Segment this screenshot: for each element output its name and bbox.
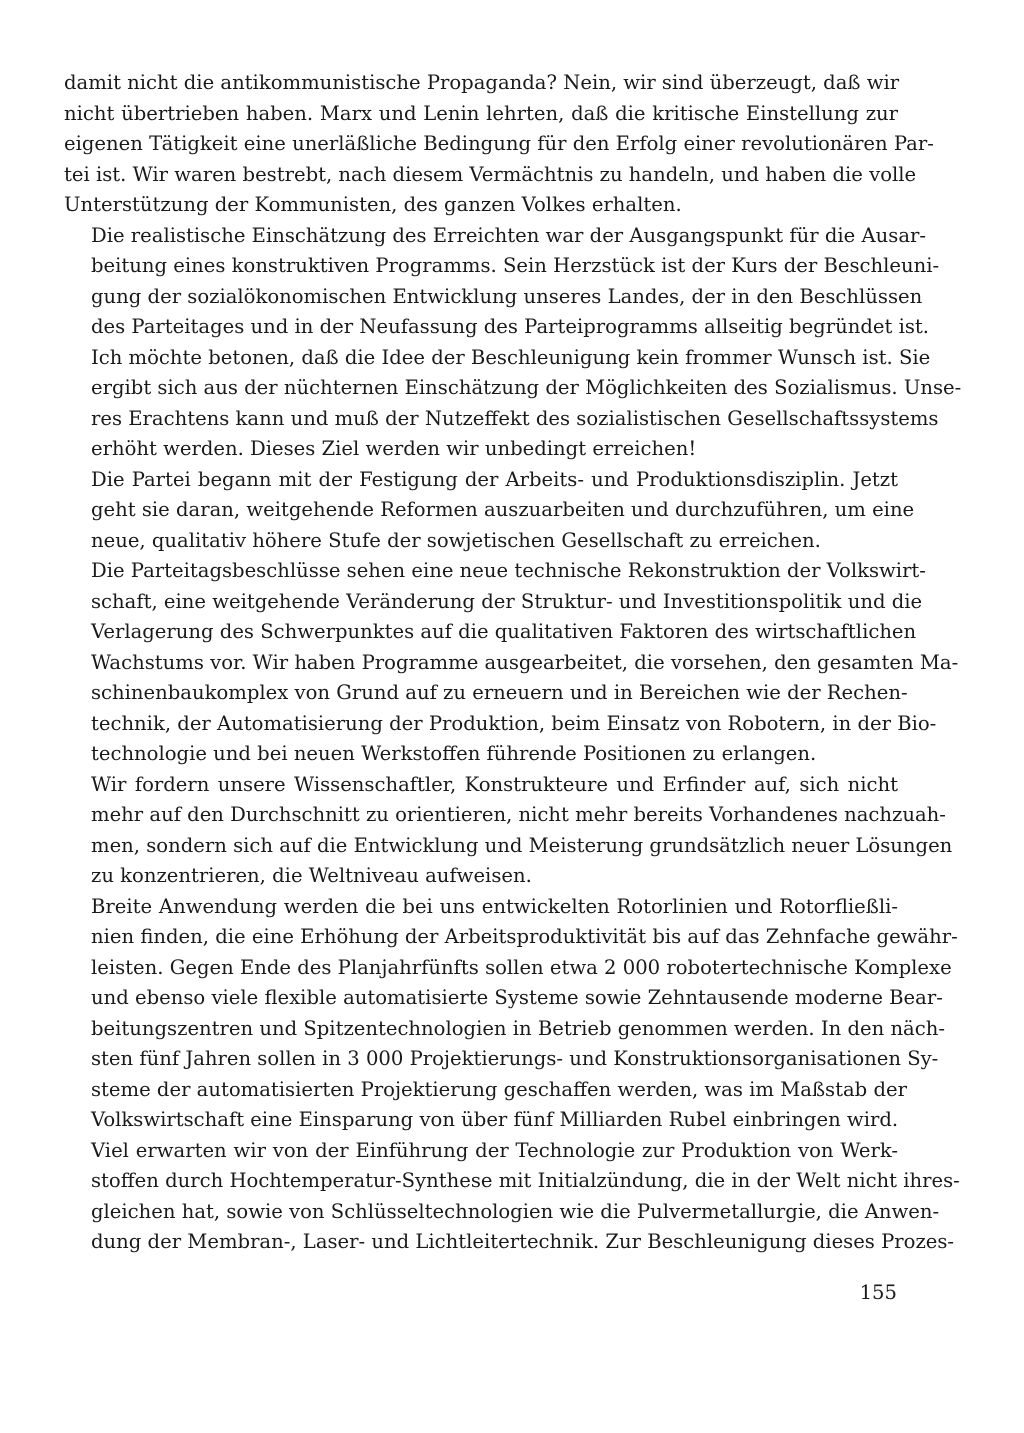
text-line: Verlagerung des Schwerpunktes auf die qualitativen Faktoren des wirtschaftlichen <box>91 620 917 643</box>
text-line: nicht übertrieben haben. Marx und Lenin lehrten, daß die kritische Einstellung zur <box>64 101 898 125</box>
text-line: erhöht werden. Dieses Ziel werden wir unbedingt erreichen! <box>91 437 697 460</box>
text-line: Die realistische Einschätzung des Erreichten war der Ausgangspunkt für die Ausar- <box>91 223 926 247</box>
text-line: Die Parteitagsbeschlüsse sehen eine neue technische Rekonstruktion der Volkswirt- <box>91 559 926 582</box>
text-line: und ebenso viele flexible automatisierte Systeme sowie Zehntausende moderne Bear- <box>91 986 943 1009</box>
text-line: schinenbaukomplex von Grund auf zu erneuern und in Bereichen wie der Rechen- <box>91 681 908 704</box>
text-line: ergibt sich aus der nüchternen Einschätzung der Möglichkeiten des Sozialismus. Unse- <box>91 376 962 399</box>
text-line: zu konzentrieren, die Weltniveau aufweisen. <box>91 864 532 887</box>
paragraph-3 <box>64 343 962 465</box>
text-line: Breite Anwendung werden die bei uns entwickelten Rotorlinien und Rotorfließli- <box>91 894 898 918</box>
text-line: steme der automatisierten Projektierung geschaffen werden, was im Maßstab der <box>91 1077 907 1101</box>
paragraph-2 <box>64 221 940 343</box>
text-line: schaft, eine weitgehende Veränderung der Struktur- und Investitionspolitik und die <box>91 589 923 613</box>
text-line: eigenen Tätigkeit eine unerläßliche Bedingung für den Erfolg einer revolutionären Par- <box>64 132 934 155</box>
text-line: Wachstums vor. Wir haben Programme ausgearbeitet, die vorsehen, den gesamten Ma- <box>91 650 959 674</box>
paragraph-8 <box>64 1136 960 1258</box>
text-line: des Parteitages und in der Neufassung des Parteiprogramms allseitig begründet ist. <box>91 315 929 338</box>
text-line: gung der sozialökonomischen Entwicklung unseres Landes, der in den Beschlüssen <box>91 284 923 308</box>
text-line: beitung eines konstruktiven Programms. Sein Herzstück ist der Kurs der Beschleuni- <box>91 254 940 277</box>
text-line: geht sie daran, weitgehende Reformen auszuarbeiten und durchzuführen, um eine <box>91 498 915 521</box>
text-line: Unterstützung der Kommunisten, des ganzen Volkes erhalten. <box>64 193 682 216</box>
text-line: leisten. Gegen Ende des Planjahrfünfts sollen etwa 2 000 robotertechnische Komplexe <box>91 955 952 979</box>
text-line: technik, der Automatisierung der Produktion, beim Einsatz von Robotern, in der Bio- <box>91 711 937 735</box>
text-line: sten fünf Jahren sollen in 3 000 Projektierungs- und Konstruktionsorganisationen Sy- <box>91 1047 939 1070</box>
text-line: Ich möchte betonen, daß die Idee der Beschleunigung kein frommer Wunsch ist. Sie <box>91 345 931 369</box>
text-line: Wir fordern unsere Wissenschaftler, Konstrukteure und Erfinder auf, sich nicht <box>91 772 898 796</box>
text-line: damit nicht die antikommunistische Propaganda? Nein, wir sind überzeugt, daß wir <box>64 71 900 94</box>
text-line: mehr auf den Durchschnitt zu orientieren, nicht mehr bereits Vorhandenes nachzuah- <box>91 803 946 826</box>
paragraph-6 <box>64 770 953 892</box>
paragraph-5 <box>64 556 959 770</box>
text-line: dung der Membran-, Laser- und Lichtleitertechnik. Zur Beschleunigung dieses Prozes- <box>91 1230 955 1253</box>
paragraph-4 <box>64 465 915 557</box>
text-line: nien finden, die eine Erhöhung der Arbeitsproduktivität bis auf das Zehnfache gewähr- <box>91 925 958 948</box>
text-line: Die Partei begann mit der Festigung der Arbeits- und Produktionsdisziplin. Jetzt <box>91 467 898 491</box>
text-line: beitungszentren und Spitzentechnologien in Betrieb genommen werden. In den näch- <box>91 1016 945 1040</box>
text-line: tei ist. Wir waren bestrebt, nach diesem Vermächtnis zu handeln, und haben die volle <box>64 162 917 186</box>
paragraph-1 <box>64 68 934 221</box>
page-number: 155 <box>859 1281 897 1304</box>
text-line: neue, qualitativ höhere Stufe der sowjetischen Gesellschaft zu erreichen. <box>91 528 821 552</box>
text-line: Volkswirtschaft eine Einsparung von über fünf Milliarden Rubel einbringen wird. <box>91 1108 899 1131</box>
paragraph-7 <box>64 892 958 1136</box>
text-line: technologie und bei neuen Werkstoffen führende Positionen zu erlangen. <box>91 742 817 765</box>
text-line: Viel erwarten wir von der Einführung der Technologie zur Produktion von Werk- <box>91 1138 898 1162</box>
text-line: res Erachtens kann und muß der Nutzeffekt des sozialistischen Gesellschaftssystems <box>91 406 939 430</box>
text-line: gleichen hat, sowie von Schlüsseltechnologien wie die Pulvermetallurgie, die Anwen- <box>91 1199 940 1223</box>
text-line: men, sondern sich auf die Entwicklung und Meisterung grundsätzlich neuer Lösungen <box>91 833 953 857</box>
body-text <box>64 68 962 1258</box>
text-line: stoffen durch Hochtemperatur-Synthese mit Initialzündung, die in der Welt nicht ihres- <box>91 1169 960 1192</box>
